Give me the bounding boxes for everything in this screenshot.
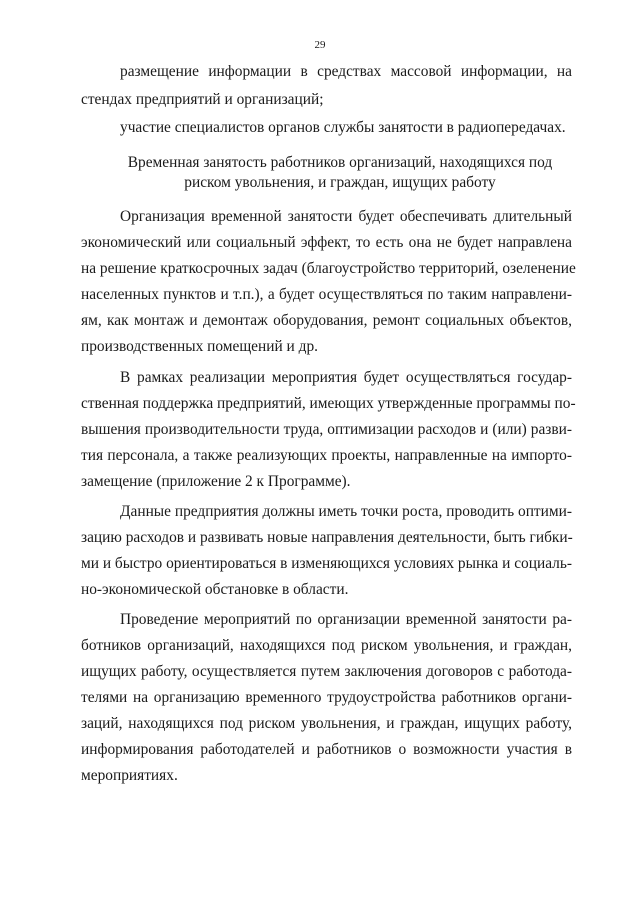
paragraph-4-line-6: информирования работодателей и работников о возможности участия в (81, 741, 572, 758)
paragraph-1-line-3: на решение краткосрочных задач (благоустройство территорий, озеленение (81, 260, 576, 277)
paragraph-1-line-6: производственных помещений и др. (81, 338, 319, 355)
paragraph-1-line-5: ям, как монтаж и демонтаж оборудования, ремонт социальных объектов, (81, 312, 572, 329)
paragraph-3-line-2: зацию расходов и развивать новые направления деятельности, быть гибки- (81, 529, 573, 546)
intro-line-1: размещение информации в средствах массовой информации, на (120, 63, 572, 80)
paragraph-2-line-5: замещение (приложение 2 к Программе). (81, 473, 351, 490)
intro-line-2: стендах предприятий и организаций; (81, 91, 324, 108)
intro-line-3: участие специалистов органов службы занятости в радиопередачах. (120, 119, 566, 136)
paragraph-4-line-2: ботников организаций, находящихся под риском увольнения, и граждан, (81, 637, 572, 654)
paragraph-4-line-5: заций, находящихся под риском увольнения, и граждан, ищущих работу, (81, 715, 572, 732)
paragraph-4-line-7: мероприятиях. (81, 767, 178, 784)
paragraph-3-line-3: ми и быстро ориентироваться в изменяющихся условиях рынка и социаль- (81, 555, 572, 572)
section-heading-line-1: Временная занятость работников организаций, находящихся под (127, 154, 553, 171)
page-number: 29 (314, 39, 326, 51)
paragraph-3-line-1: Данные предприятия должны иметь точки роста, проводить оптими- (120, 503, 572, 520)
paragraph-1-line-4: населенных пунктов и т.п.), а будет осуществляться по таким направлени- (81, 286, 572, 303)
paragraph-1-line-1: Организация временной занятости будет обеспечивать длительный (120, 208, 572, 225)
paragraph-4-line-3: ищущих работу, осуществляется путем заключения договоров с работода- (81, 663, 572, 680)
paragraph-2-line-3: вышения производительности труда, оптимизации расходов и (или) разви- (81, 421, 572, 438)
paragraph-2-line-1: В рамках реализации мероприятия будет осуществляться государ- (120, 369, 572, 386)
paragraph-1-line-2: экономический или социальный эффект, то есть она не будет направлена (81, 234, 572, 251)
paragraph-4-line-1: Проведение мероприятий по организации временной занятости ра- (120, 611, 572, 628)
paragraph-2-line-4: тия персонала, а также реализующих проекты, направленные на импорто- (81, 447, 572, 464)
section-heading-line-2: риском увольнения, и граждан, ищущих работу (184, 174, 496, 191)
paragraph-2-line-2: ственная поддержка предприятий, имеющих утвержденные программы по- (81, 395, 576, 412)
paragraph-4-line-4: телями на организацию временного трудоустройства работников органи- (81, 689, 572, 706)
paragraph-3-line-4: но-экономической обстановке в области. (81, 581, 349, 598)
